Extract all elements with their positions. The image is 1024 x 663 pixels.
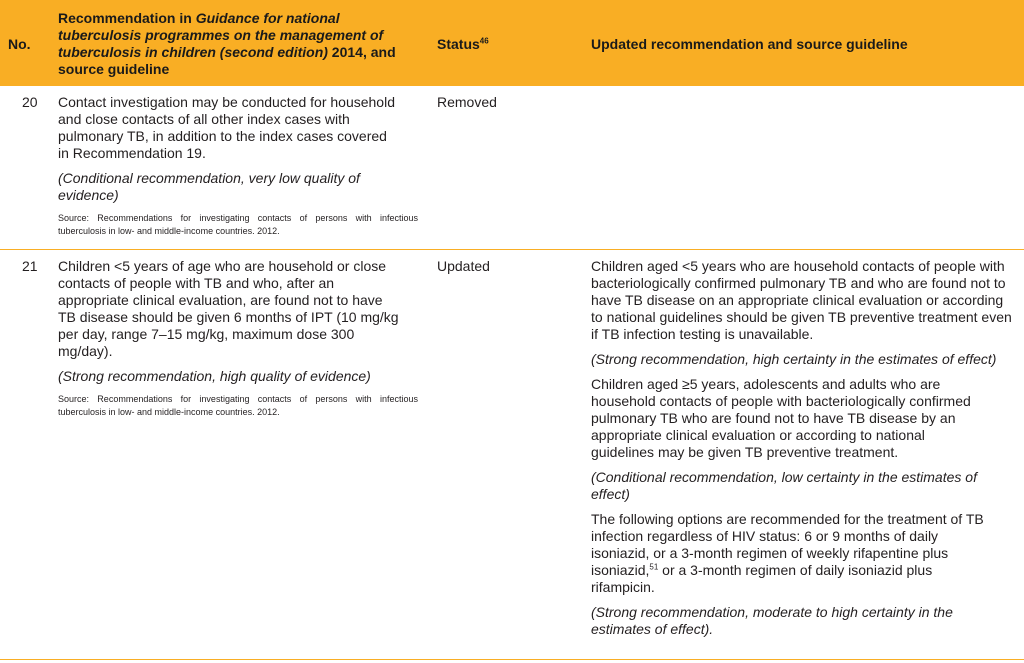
- row-20-strength: (Conditional recommendation, very low quality of evidence): [58, 170, 360, 203]
- row-20-source: Source: Recommendations for investigating contacts of persons with infectious tuberculosis in low- and middle-income countries. 2012.: [58, 213, 418, 236]
- row-20-number: 20: [22, 94, 38, 110]
- updated-rec-3-ref: 51: [649, 562, 659, 572]
- header-no: No.: [8, 36, 31, 52]
- table-bottom-rule: [0, 659, 1024, 660]
- header-recommendation: [58, 10, 418, 78]
- header-rec-title: Guidance for national tuberculosis programmes on the management of tuberculosis in children (second edition): [58, 10, 384, 60]
- updated-rec-3-text-end: or a 3-month regimen of daily isoniazid plus rifampicin.: [591, 562, 933, 595]
- row-21-status: Updated: [437, 258, 490, 274]
- row-20-recommendation: [58, 94, 418, 238]
- row-21-source: Source: Recommendations for investigating contacts of persons with infectious tuberculosis in low- and middle-income countries. 2012.: [58, 394, 418, 417]
- row-20-recommendation-text: Contact investigation may be conducted for household and close contacts of all other index cases with pulmonary TB, in addition to the index cases covered in Recommendation 19.: [58, 94, 395, 161]
- table-header: [0, 0, 1024, 86]
- row-21-updated: [591, 258, 1016, 638]
- row-divider: [0, 249, 1024, 250]
- header-rec-prefix: Recommendation in: [58, 10, 196, 26]
- header-status-label: Status: [437, 36, 480, 52]
- row-21-number: 21: [22, 258, 38, 274]
- row-21-recommendation-text: Children <5 years of age who are household or close contacts of people with TB and who, after an appropriate clinical evaluation, are found not to have TB disease should be given 6 months of IPT (10 mg/kg per day, range 7–15 mg/kg, maximum dose 300 mg/day).: [58, 258, 399, 359]
- updated-rec-2: Children aged ≥5 years, adolescents and adults who are household contacts of people with bacteriologically confirmed pulmonary TB who are found not to have TB disease by an appropriate clinical evaluation or according to national guidelines may be given TB preventive treatment.: [591, 376, 971, 460]
- row-21-recommendation: [58, 258, 418, 419]
- updated-strength-2: (Conditional recommendation, low certainty in the estimates of effect): [591, 469, 977, 502]
- updated-rec-1: Children aged <5 years who are household contacts of people with bacteriologically confirmed pulmonary TB and who are found not to have TB disease on an appropriate clinical evaluation or according to national guidelines should be given TB preventive treatment even if TB infection testing is unavailable.: [591, 258, 1012, 342]
- updated-strength-1: (Strong recommendation, high certainty in the estimates of effect): [591, 351, 997, 367]
- header-status-ref: 46: [479, 36, 489, 46]
- updated-strength-3: (Strong recommendation, moderate to high certainty in the estimates of effect).: [591, 604, 953, 637]
- updated-rec-3: [591, 511, 991, 596]
- row-20-status: Removed: [437, 94, 497, 110]
- header-rec-suffix: 2014, and source guideline: [58, 44, 396, 77]
- updated-rec-3-text: The following options are recommended for the treatment of TB infection regardless of HIV status: 6 or 9 months of daily isoniazid, or a 3-month regimen of weekly rifapentine plus isoniazid,: [591, 511, 984, 578]
- row-21-strength: (Strong recommendation, high quality of evidence): [58, 368, 371, 384]
- header-updated: Updated recommendation and source guideline: [591, 36, 908, 52]
- header-status: [437, 36, 489, 53]
